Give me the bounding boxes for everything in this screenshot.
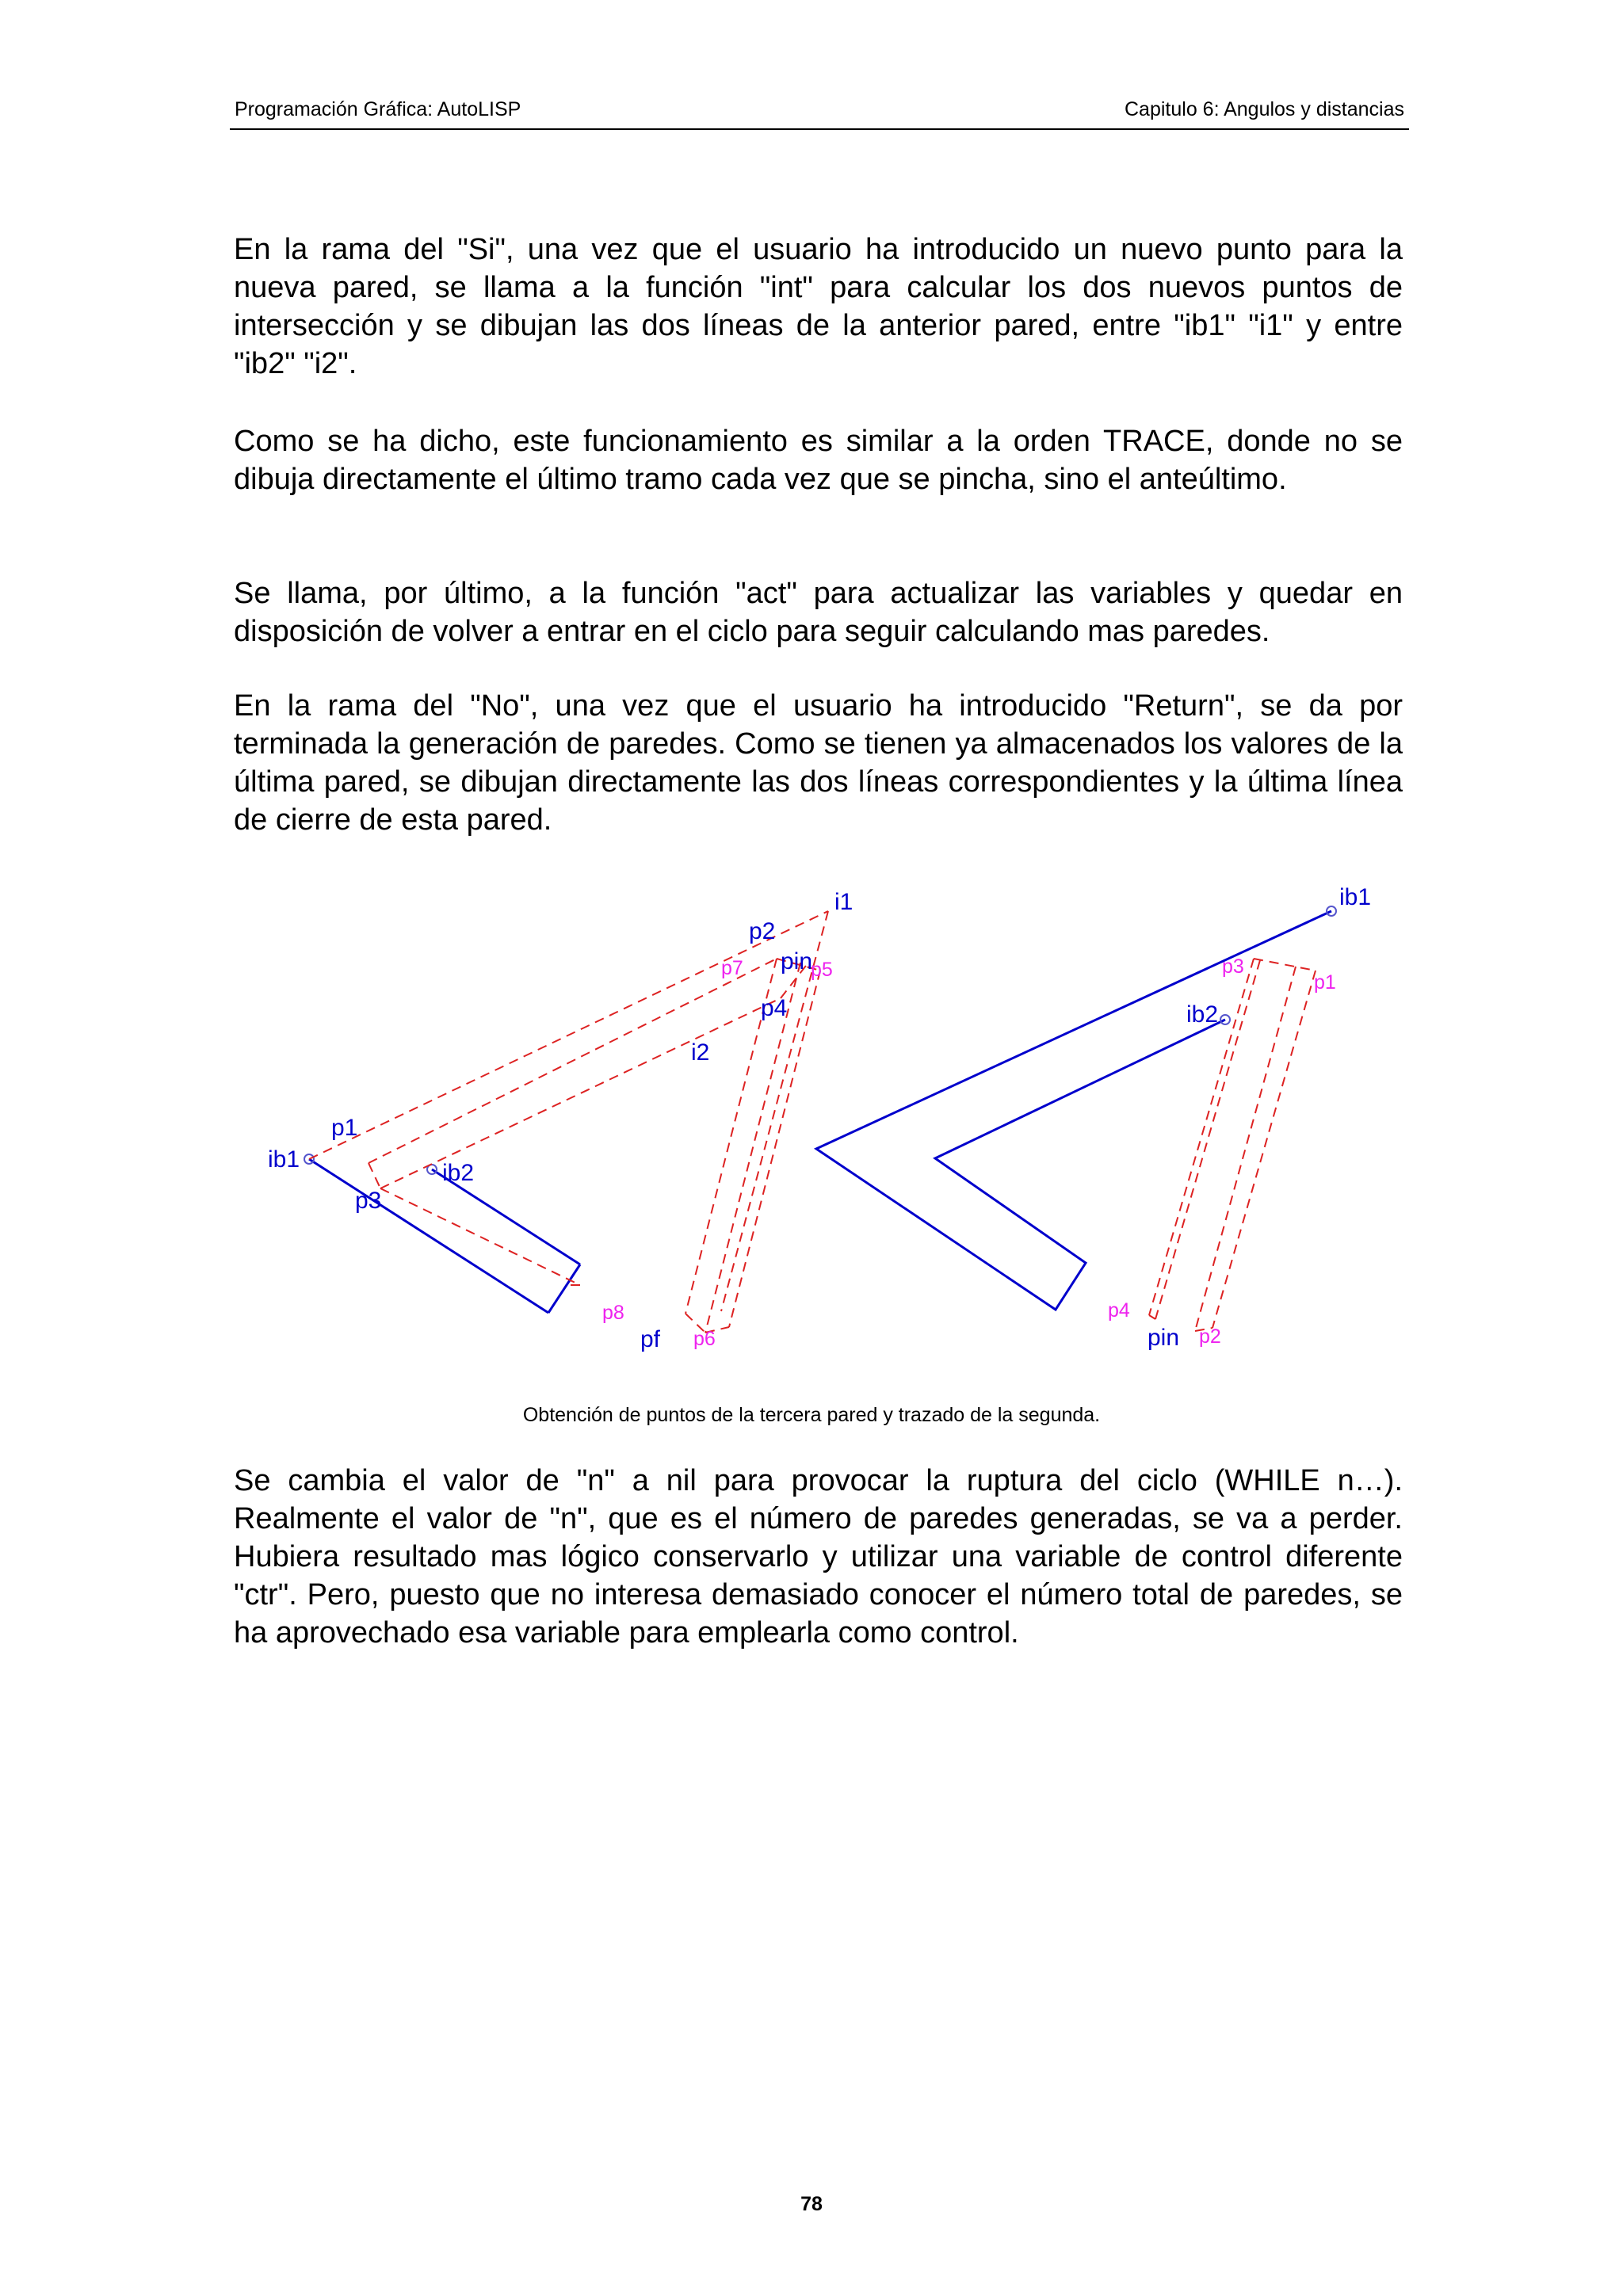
figure-caption: Obtención de puntos de la tercera pared y trazado de la segunda. (522, 1404, 1101, 1426)
right-label-p1: p1 (1314, 971, 1336, 994)
left-label-p2: p2 (749, 918, 776, 944)
left-label-p6: p6 (693, 1328, 716, 1350)
header-right-chapter: Capitulo 6: Angulos y distancias (1125, 98, 1404, 120)
right-label-pin: pin (1148, 1325, 1180, 1351)
left-construction-lines (309, 911, 828, 1333)
left-label-ib1: ib1 (268, 1146, 300, 1173)
paragraph-4: En la rama del "No", una vez que el usuario ha introducido "Return", se da por terminada la generación de paredes. Como se tienen ya almacenados los valores de la última pared, se dibujan directamente las dos líneas correspondientes y la última línea de cierre de esta pared. (234, 689, 1403, 837)
paragraph-2: Como se ha dicho, este funcionamiento es similar a la orden TRACE, donde no se dibuja directamente el último tramo cada vez que se pincha, sino el anteúltimo. (234, 425, 1403, 496)
left-label-p7: p7 (721, 957, 743, 979)
right-label-ib1: ib1 (1339, 884, 1372, 910)
left-label-p3: p3 (355, 1188, 382, 1214)
left-label-p1: p1 (331, 1115, 358, 1141)
left-label-i1: i1 (834, 889, 854, 915)
right-label-p4: p4 (1108, 1299, 1130, 1322)
right-label-ib2: ib2 (1186, 1001, 1219, 1028)
wall-diagram-figure (254, 871, 1419, 1379)
left-label-ib2: ib2 (442, 1160, 475, 1186)
left-label-pin: pin (781, 948, 813, 974)
left-label-p5: p5 (811, 959, 833, 981)
page-number: 78 (800, 2193, 823, 2215)
left-label-p8: p8 (602, 1302, 624, 1324)
left-label-i2: i2 (691, 1039, 710, 1066)
paragraph-3: Se llama, por último, a la función "act" para actualizar las variables y quedar en disposición de volver a entrar en el ciclo para seguir calculando mas paredes. (234, 577, 1403, 648)
left-label-pf: pf (640, 1326, 661, 1352)
wall-diagram-svg (254, 871, 1419, 1379)
header-left-title: Programación Gráfica: AutoLISP (235, 98, 521, 120)
right-label-p3: p3 (1222, 955, 1244, 978)
left-wall-line-outer (309, 1159, 548, 1313)
right-wall-outline (816, 911, 1331, 1310)
right-diagram (816, 884, 1371, 1351)
right-construction-lines (1149, 959, 1316, 1331)
paragraph-1: En la rama del "Si", una vez que el usuario ha introducido un nuevo punto para la nueva pared, se llama a la función "int" para calcular los dos nuevos puntos de intersección y se dibujan las dos líneas de la anterior pared, entre "ib1" "i1" y entre "ib2" "i2". (234, 233, 1403, 380)
right-label-p2: p2 (1199, 1325, 1221, 1348)
paragraph-5: Se cambia el valor de "n" a nil para provocar la ruptura del ciclo (WHILE n…). Realmente el valor de "n", que es el número de paredes generadas, se va a perder. Hubiera resultado mas lógico conservarlo y utilizar una variable de control diferente "ctr". Pero, puesto que no interesa demasiado conocer el número total de paredes, se ha aprovechado esa variable para emplearla como control. (234, 1464, 1403, 1650)
left-diagram (268, 889, 853, 1352)
left-label-p4: p4 (761, 995, 788, 1021)
page-header (230, 97, 1409, 130)
